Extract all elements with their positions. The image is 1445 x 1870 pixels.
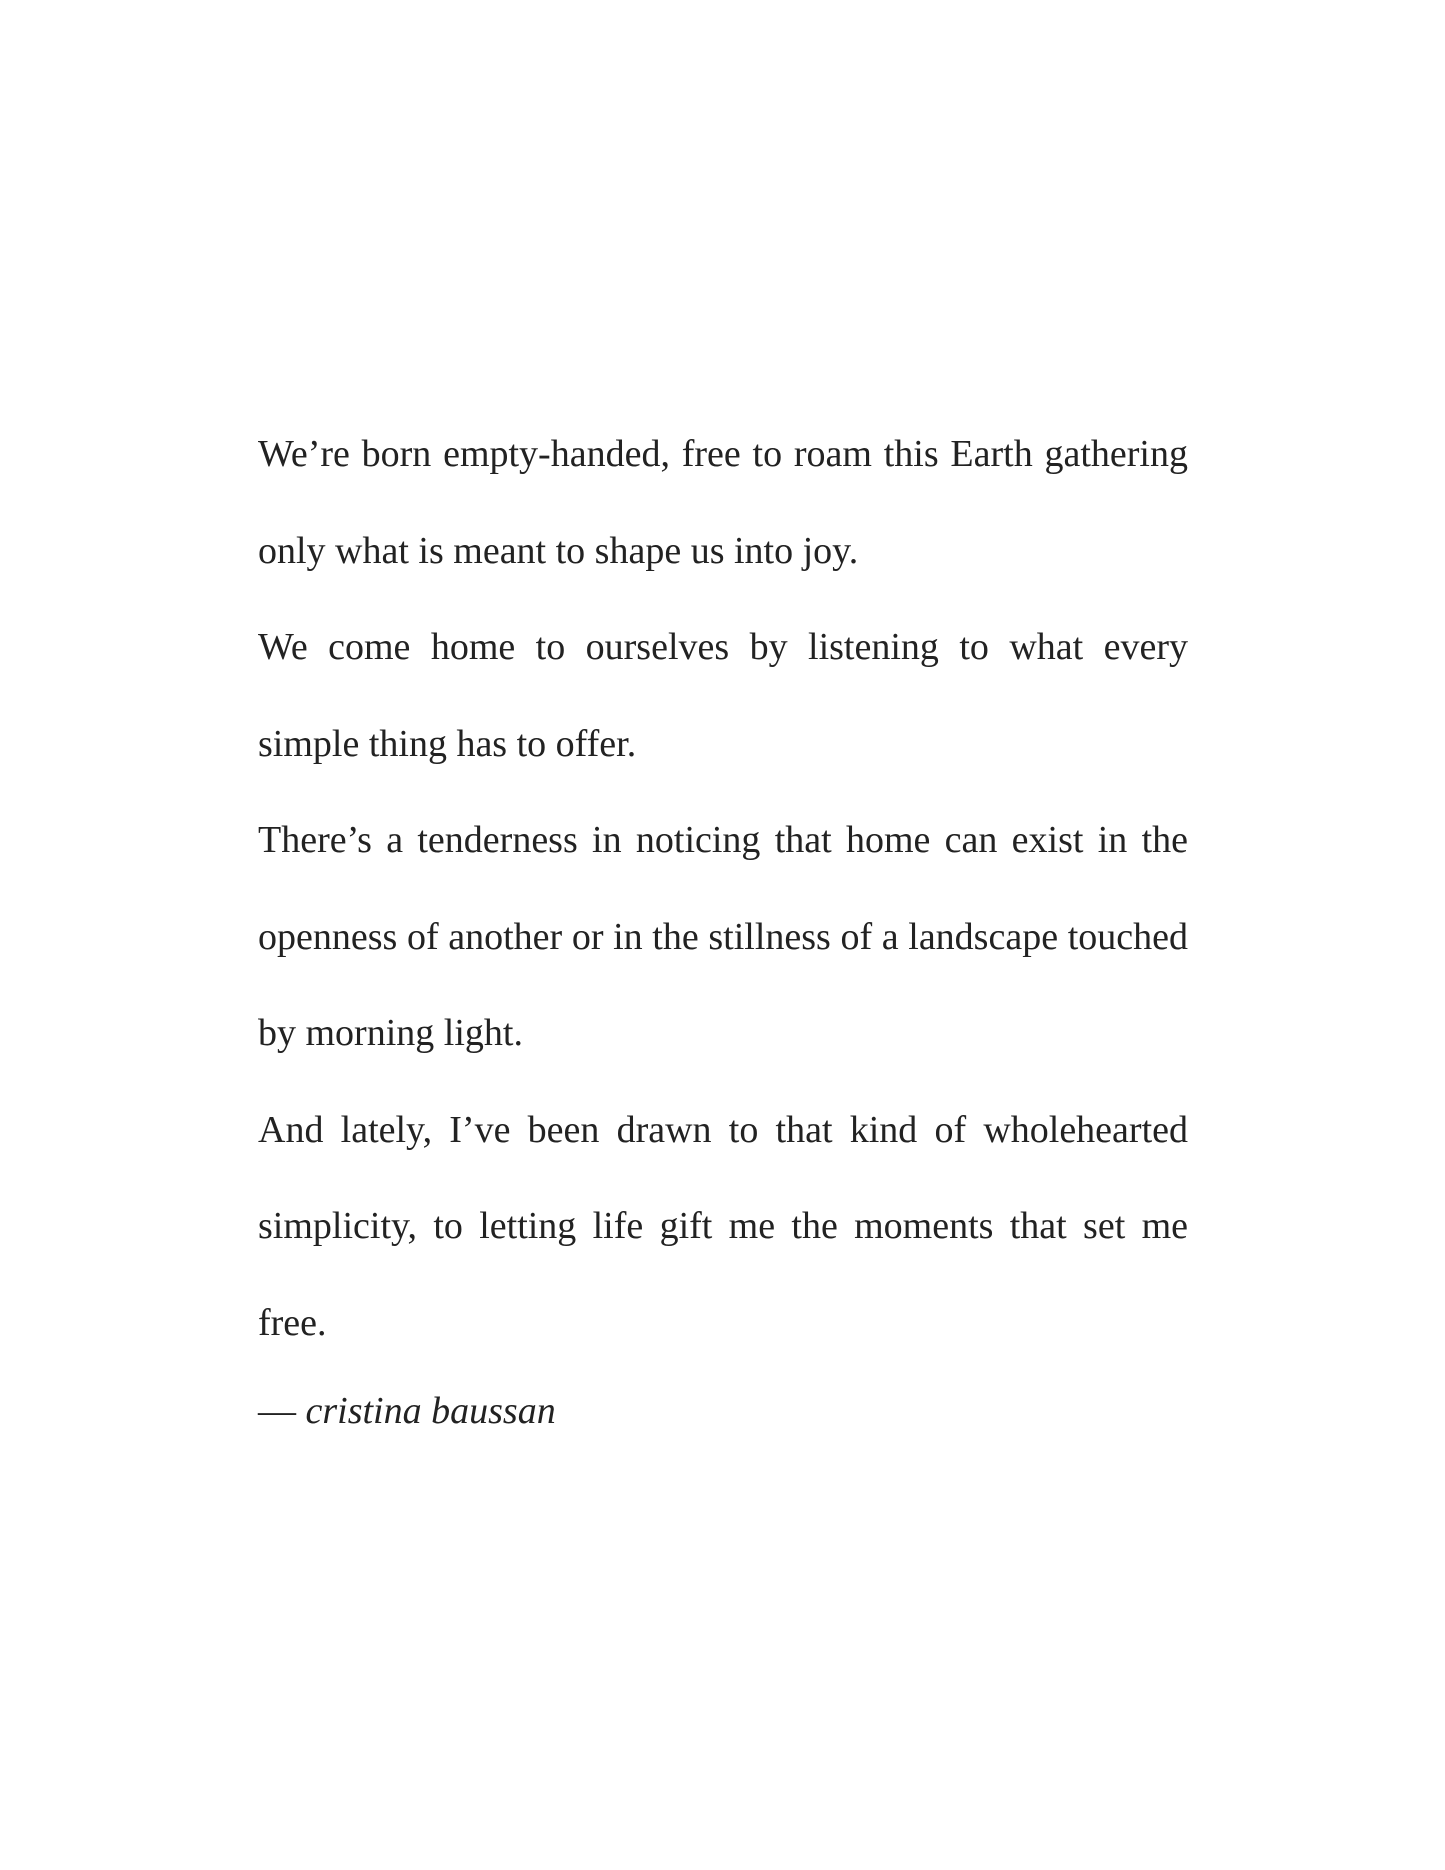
poem-stanza-3: There’s a tenderness in noticing that home can exist in the openness of another or in the stillness of a landscape touched by morning light. bbox=[258, 819, 1188, 1054]
author-name: cristina baussan bbox=[305, 1390, 556, 1432]
signature-dash: — bbox=[258, 1390, 296, 1432]
poem-stanza-4: And lately, I’ve been drawn to that kind of wholehearted simplicity, to letting life gift me the moments that set me free. bbox=[258, 1108, 1188, 1344]
poem-stanza-1: We’re born empty-handed, free to roam this Earth gathering only what is meant to shape us into joy. bbox=[258, 433, 1188, 572]
poem-body bbox=[258, 406, 1188, 1371]
poem-stanza-2: We come home to ourselves by listening to what every simple thing has to offer. bbox=[258, 626, 1188, 765]
author-signature bbox=[258, 1383, 556, 1439]
